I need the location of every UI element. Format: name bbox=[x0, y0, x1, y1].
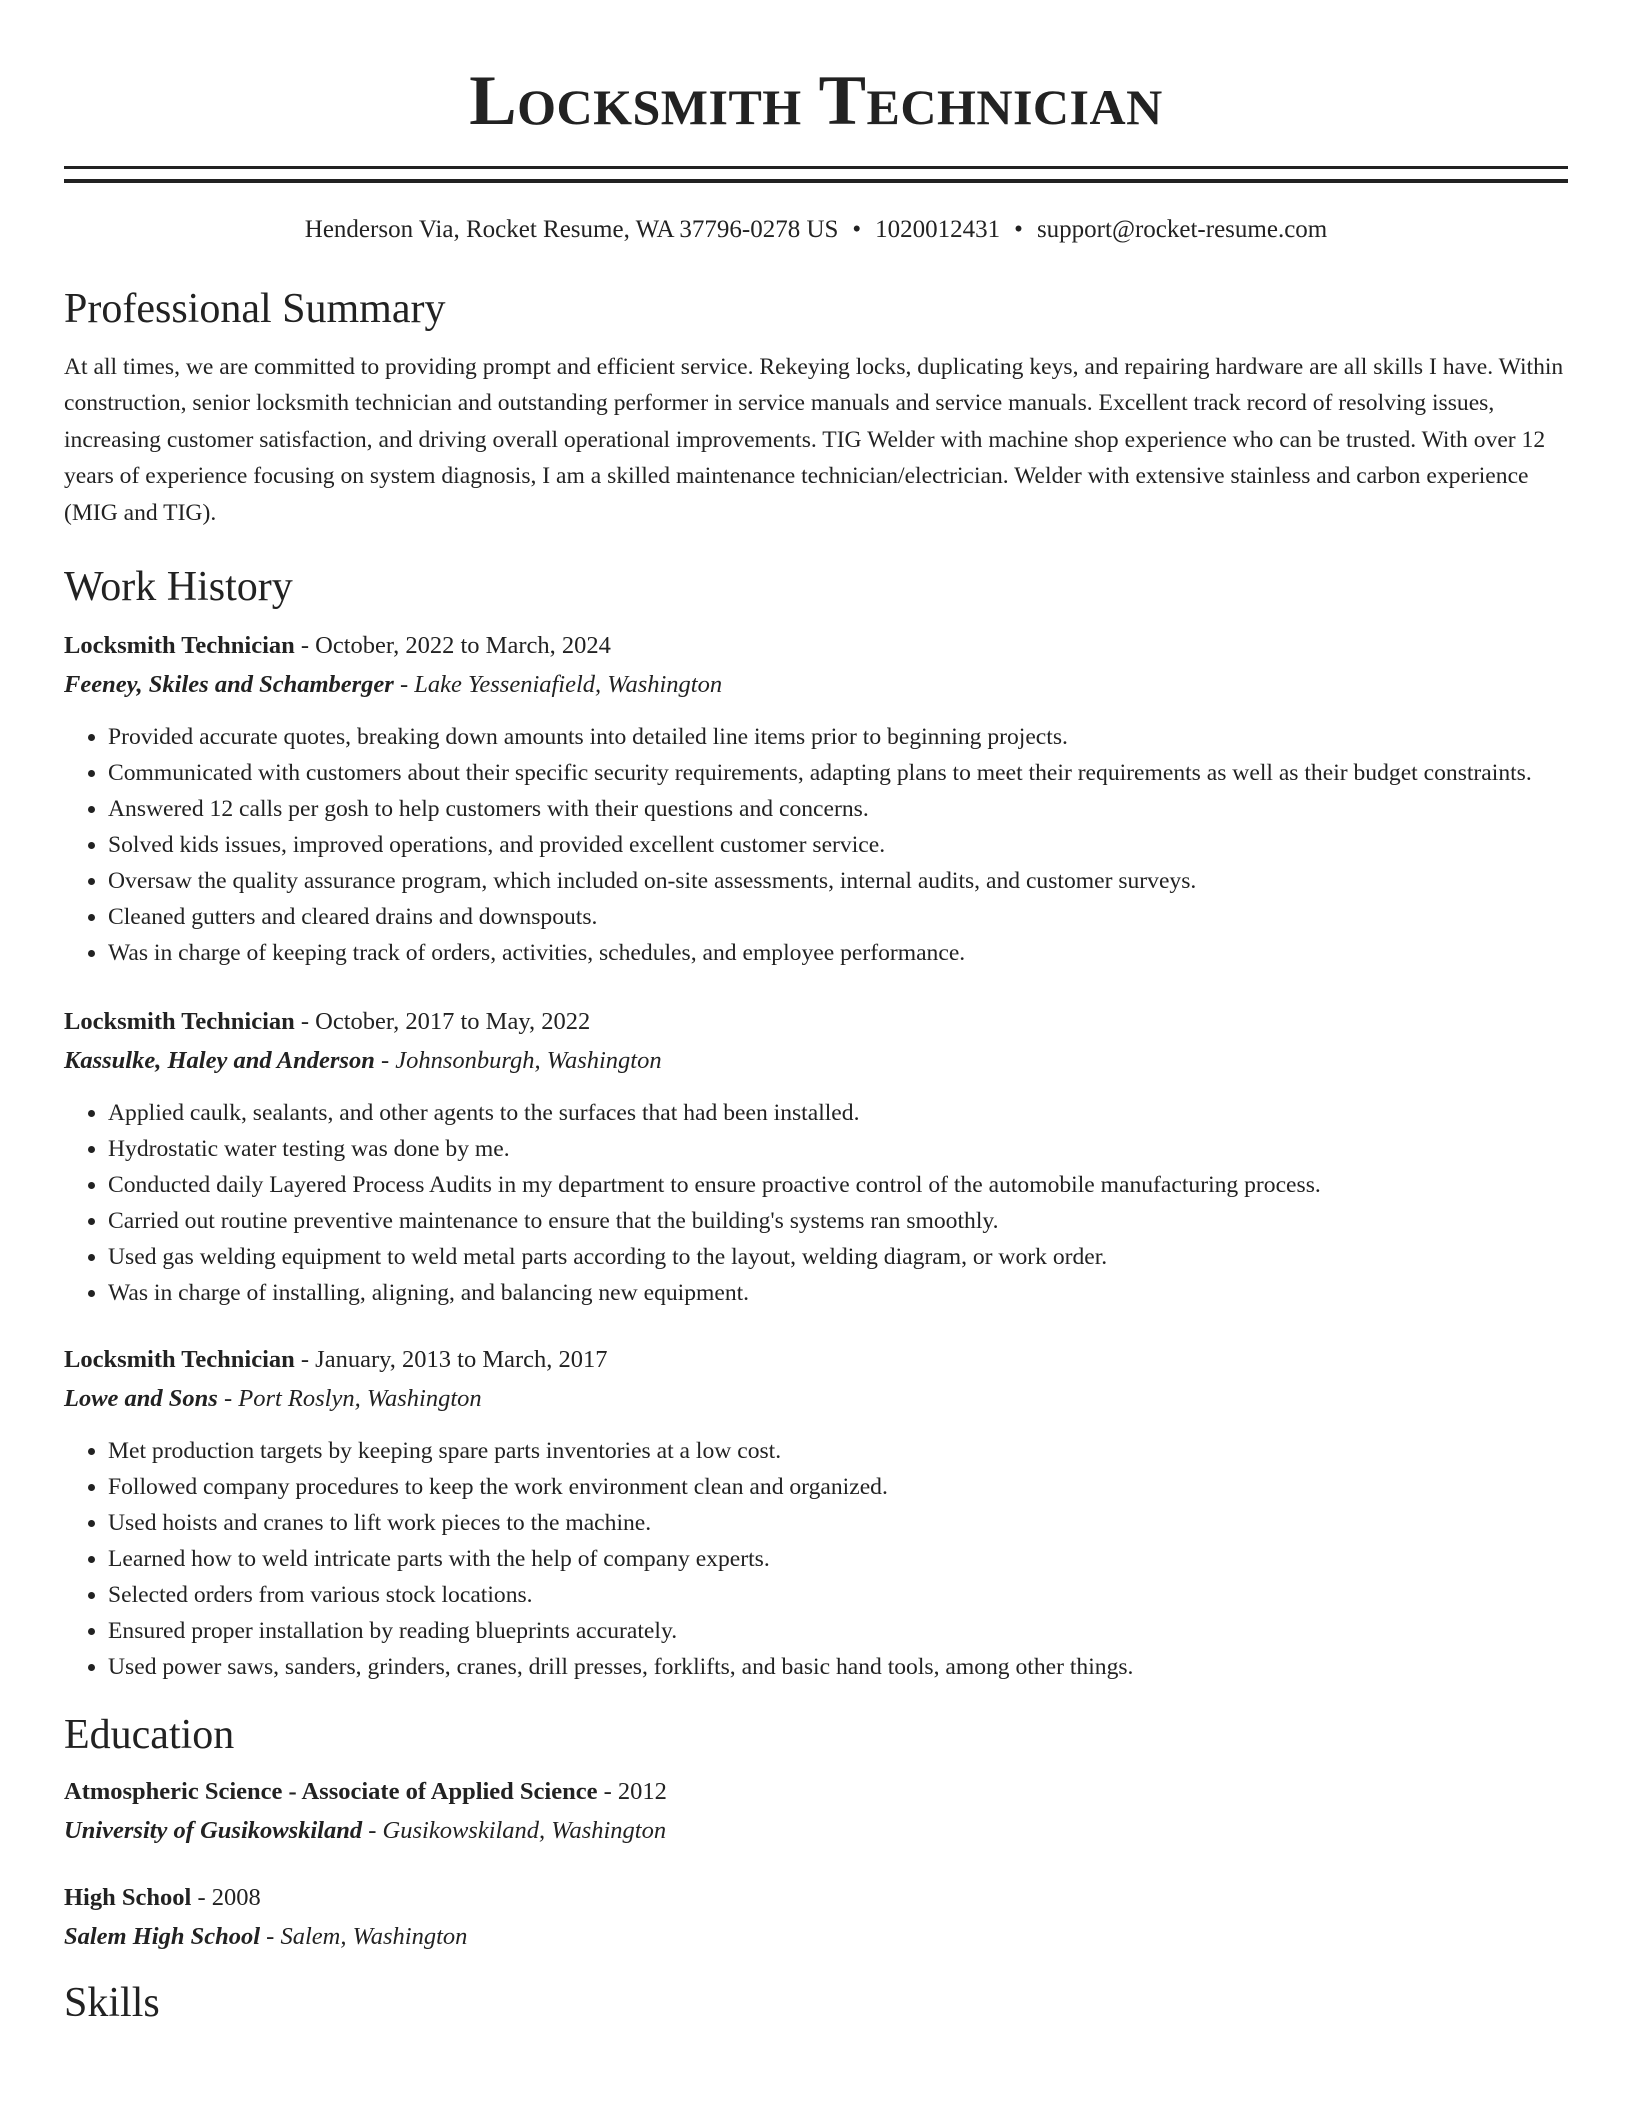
job-bullet: • Learned how to weld intricate parts with the help of company experts. bbox=[108, 1541, 1568, 1577]
job-bullets bbox=[64, 719, 1568, 971]
contact-separator: • bbox=[1014, 216, 1023, 243]
work-history-heading: Work History bbox=[64, 564, 293, 611]
education-degree: High School bbox=[64, 1884, 192, 1912]
education-school: Salem High School bbox=[64, 1923, 261, 1951]
job-entry bbox=[64, 1005, 1568, 1311]
education-school-line bbox=[64, 1813, 1568, 1849]
job-bullet: • Used gas welding equipment to weld metal parts according to the layout, welding diagram, or work order. bbox=[108, 1239, 1568, 1275]
header-double-rule bbox=[64, 166, 1568, 183]
job-location: - Lake Yesseniafield, Washington bbox=[393, 671, 723, 699]
education-school: University of Gusikowskiland bbox=[64, 1817, 363, 1845]
job-dates: - October, 2022 to March, 2024 bbox=[294, 632, 611, 660]
education-entry bbox=[64, 1775, 1568, 1849]
resume-page bbox=[64, 0, 1568, 2031]
job-bullet: • Was in charge of installing, aligning, and balancing new equipment. bbox=[108, 1275, 1568, 1311]
job-bullet: • Oversaw the quality assurance program, which included on-site assessments, internal audits, and customer surveys. bbox=[108, 863, 1568, 899]
contact-address: Henderson Via, Rocket Resume, WA 37796-0278 US bbox=[304, 216, 839, 243]
job-bullet: • Conducted daily Layered Process Audits in my department to ensure proactive control of the automobile manufacturing process. bbox=[108, 1167, 1568, 1203]
skills-heading: Skills bbox=[64, 1980, 160, 2027]
job-dates: - October, 2017 to May, 2022 bbox=[294, 1008, 591, 1036]
job-bullet: • Communicated with customers about their specific security requirements, adapting plans to meet their requirements as well as their budget constraints. bbox=[108, 755, 1568, 791]
job-title-line bbox=[64, 629, 1568, 663]
job-bullet: • Selected orders from various stock locations. bbox=[108, 1577, 1568, 1613]
education-degree: Atmospheric Science - Associate of Applied Science bbox=[64, 1778, 598, 1806]
job-title-line bbox=[64, 1005, 1568, 1039]
education-year: - 2008 bbox=[191, 1884, 261, 1912]
education-entry bbox=[64, 1881, 1568, 1955]
job-location: - Port Roslyn, Washington bbox=[217, 1385, 482, 1413]
job-bullet: • Followed company procedures to keep the work environment clean and organized. bbox=[108, 1469, 1568, 1505]
job-bullet: • Answered 12 calls per gosh to help customers with their questions and concerns. bbox=[108, 791, 1568, 827]
job-bullet: • Used power saws, sanders, grinders, cranes, drill presses, forklifts, and basic hand tools, among other things. bbox=[108, 1649, 1568, 1685]
job-bullet: • Ensured proper installation by reading blueprints accurately. bbox=[108, 1613, 1568, 1649]
education-heading: Education bbox=[64, 1712, 235, 1759]
job-company-line bbox=[64, 1043, 1568, 1079]
job-bullet: • Met production targets by keeping spare parts inventories at a low cost. bbox=[108, 1433, 1568, 1469]
job-entry bbox=[64, 629, 1568, 971]
education-year: - 2012 bbox=[597, 1778, 667, 1806]
education-school-line bbox=[64, 1919, 1568, 1955]
education-degree-line bbox=[64, 1775, 1568, 1809]
job-role: Locksmith Technician bbox=[64, 632, 295, 660]
job-company: Feeney, Skiles and Schamberger bbox=[64, 671, 394, 699]
resume-name: Locksmith Technician bbox=[469, 62, 1163, 140]
job-company-line bbox=[64, 1381, 1568, 1417]
job-company: Lowe and Sons bbox=[64, 1385, 218, 1413]
job-entry bbox=[64, 1343, 1568, 1685]
job-company-line bbox=[64, 667, 1568, 703]
job-bullet: • Used hoists and cranes to lift work pieces to the machine. bbox=[108, 1505, 1568, 1541]
job-bullet: • Applied caulk, sealants, and other agents to the surfaces that had been installed. bbox=[108, 1095, 1568, 1131]
job-title-line bbox=[64, 1343, 1568, 1377]
job-bullet: • Was in charge of keeping track of orders, activities, schedules, and employee performance. bbox=[108, 935, 1568, 971]
education-degree-line bbox=[64, 1881, 1568, 1915]
job-company: Kassulke, Haley and Anderson bbox=[64, 1047, 375, 1075]
education-location: - Gusikowskiland, Washington bbox=[362, 1817, 667, 1845]
summary-text: At all times, we are committed to providing prompt and efficient service. Rekeying locks, duplicating keys, and repairing hardware are all skills I have. Within construction, senior locksmith technician and outstanding performer in service manuals and service manuals. Excellent track record of resolving issues, increasing customer satisfaction, and driving overall operational improvements. TIG Welder with machine shop experience who can be trusted. With over 12 years of experience focusing on system diagnosis, I am a skilled maintenance technician/electrician. Welder with extensive stainless and carbon experience (MIG and TIG). bbox=[64, 354, 1564, 526]
contact-line bbox=[64, 213, 1568, 247]
summary-heading: Professional Summary bbox=[64, 286, 446, 332]
job-bullets bbox=[64, 1095, 1568, 1311]
job-bullet: • Cleaned gutters and cleared drains and downspouts. bbox=[108, 899, 1568, 935]
job-bullet: • Hydrostatic water testing was done by me. bbox=[108, 1131, 1568, 1167]
job-location: - Johnsonburgh, Washington bbox=[374, 1047, 662, 1075]
job-bullet: • Carried out routine preventive maintenance to ensure that the building's systems ran smoothly. bbox=[108, 1203, 1568, 1239]
contact-phone: 1020012431 bbox=[875, 216, 1001, 243]
education-location: - Salem, Washington bbox=[260, 1923, 468, 1951]
job-bullets bbox=[64, 1433, 1568, 1685]
job-role: Locksmith Technician bbox=[64, 1008, 295, 1036]
job-bullet: • Solved kids issues, improved operations, and provided excellent customer service. bbox=[108, 827, 1568, 863]
job-role: Locksmith Technician bbox=[64, 1346, 295, 1374]
contact-email: support@rocket-resume.com bbox=[1036, 216, 1328, 243]
job-dates: - January, 2013 to March, 2017 bbox=[294, 1346, 608, 1374]
contact-separator: • bbox=[852, 216, 862, 243]
job-bullet: • Provided accurate quotes, breaking down amounts into detailed line items prior to beginning projects. bbox=[108, 719, 1568, 755]
